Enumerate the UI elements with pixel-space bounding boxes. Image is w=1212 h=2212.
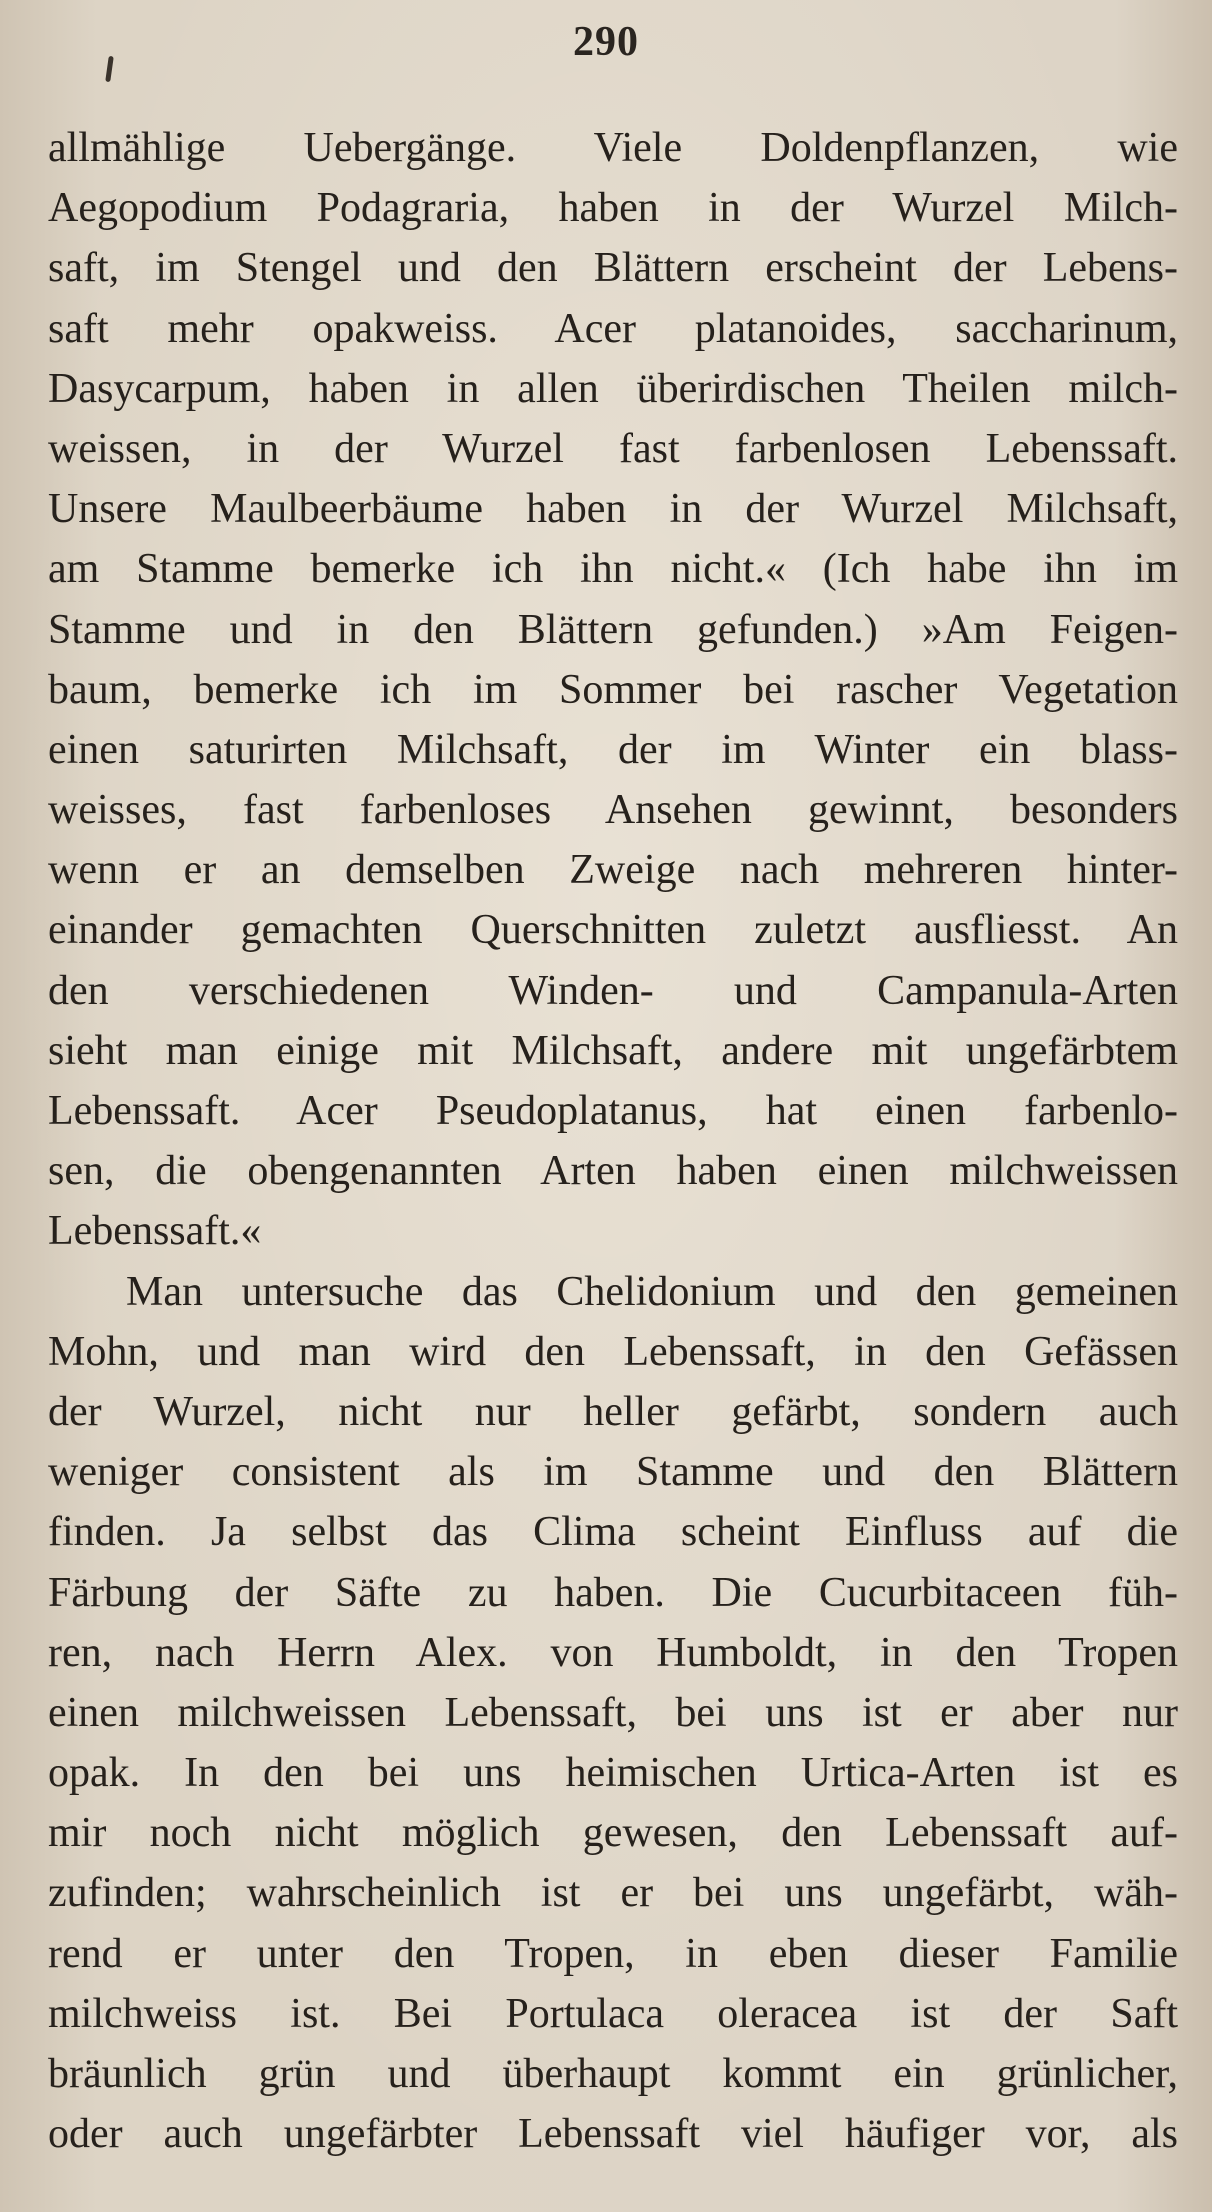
text-line: allmählige Uebergänge. Viele Doldenpflanzen, wie — [48, 125, 1178, 171]
text-line: ren, nach Herrn Alex. von Humboldt, in den Tropen — [48, 1629, 1178, 1676]
paragraph-end-line: Lebenssaft.« — [48, 1208, 262, 1255]
text-line: zufinden; wahrscheinlich ist er bei uns ungefärbt, wäh- — [48, 1870, 1178, 1917]
text-line: einen saturirten Milchsaft, der im Winter ein blass- — [48, 726, 1178, 773]
text-line: Dasycarpum, haben in allen überirdischen Theilen milch- — [48, 365, 1178, 412]
text-line: Stamme und in den Blättern gefunden.) »Am Feigen- — [48, 606, 1178, 653]
text-line: Mohn, und man wird den Lebenssaft, in den Gefässen — [48, 1328, 1178, 1375]
text-line: finden. Ja selbst das Clima scheint Einfluss auf die — [48, 1509, 1178, 1556]
text-line: wenn er an demselben Zweige nach mehreren hinter- — [48, 847, 1178, 894]
text-line: am Stamme bemerke ich ihn nicht.« (Ich habe ihn im — [48, 546, 1178, 593]
text-line: einander gemachten Querschnitten zuletzt ausfliesst. An — [48, 907, 1178, 954]
text-line: der Wurzel, nicht nur heller gefärbt, sondern auch — [48, 1388, 1178, 1435]
text-line: einen milchweissen Lebenssaft, bei uns ist er aber nur — [48, 1689, 1178, 1736]
text-line: saft mehr opakweiss. Acer platanoides, saccharinum, — [48, 305, 1178, 352]
text-line: weissen, in der Wurzel fast farbenlosen Lebenssaft. — [48, 425, 1178, 472]
text-line: mir noch nicht möglich gewesen, den Lebenssaft auf- — [48, 1810, 1178, 1857]
text-line: saft, im Stengel und den Blättern erscheint der Lebens- — [48, 245, 1178, 292]
text-line: rend er unter den Tropen, in eben dieser Familie — [48, 1930, 1178, 1977]
text-line: opak. In den bei uns heimischen Urtica-Arten ist es — [48, 1750, 1178, 1797]
text-line: sieht man einige mit Milchsaft, andere mit ungefärbtem — [48, 1027, 1178, 1074]
text-line: Unsere Maulbeerbäume haben in der Wurzel Milchsaft, — [48, 486, 1178, 533]
page-body-text — [48, 118, 1178, 2164]
text-line: Lebenssaft. Acer Pseudoplatanus, hat einen farbenlo- — [48, 1088, 1178, 1134]
text-line: Aegopodium Podagraria, haben in der Wurzel Milch- — [48, 185, 1178, 232]
text-line: oder auch ungefärbter Lebenssaft viel häufiger vor, als — [48, 2111, 1178, 2158]
text-line: sen, die obengenannten Arten haben einen milchweissen — [48, 1148, 1178, 1195]
text-line: milchweiss ist. Bei Portulaca oleracea ist der Saft — [48, 1990, 1178, 2037]
text-line: weniger consistent als im Stamme und den Blättern — [48, 1449, 1178, 1496]
text-line: Färbung der Säfte zu haben. Die Cucurbitaceen füh- — [48, 1569, 1178, 1616]
text-line: baum, bemerke ich im Sommer bei rascher Vegetation — [48, 666, 1178, 713]
text-line: bräunlich grün und überhaupt kommt ein grünlicher, — [48, 2051, 1178, 2097]
paragraph-start-line: Man untersuche das Chelidonium und den gemeinen — [126, 1268, 1178, 1315]
text-line: den verschiedenen Winden- und Campanula-Arten — [48, 967, 1178, 1014]
text-line: weisses, fast farbenloses Ansehen gewinnt, besonders — [48, 787, 1178, 834]
page-number: 290 — [573, 19, 639, 65]
